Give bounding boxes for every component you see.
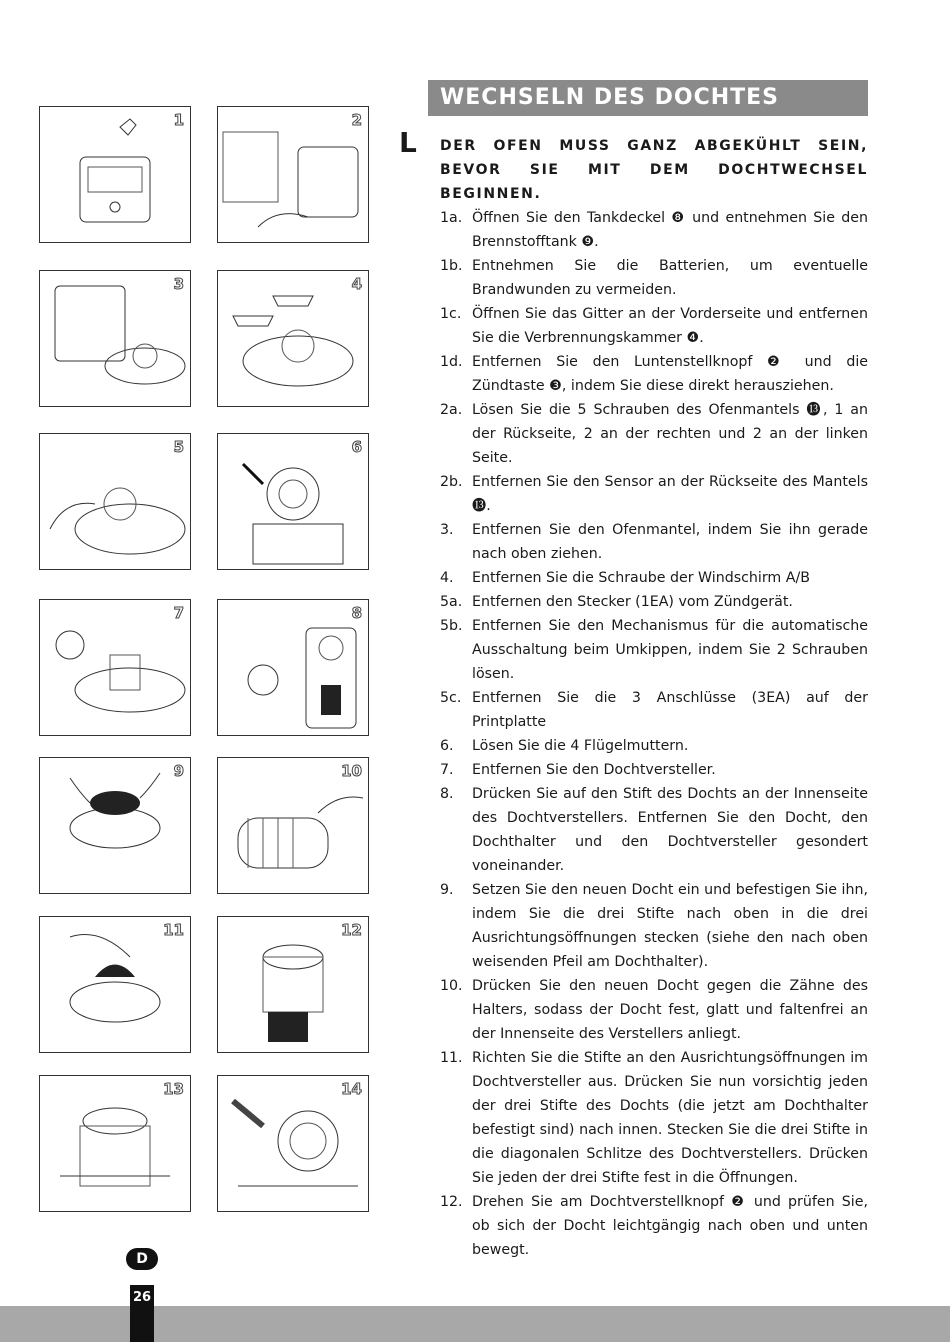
- figure-panel: [217, 757, 369, 894]
- step-text: Entfernen Sie den Mechanismus für die automatische Ausschaltung beim Umkippen, indem Sie 2 Schrauben lösen.: [472, 618, 868, 682]
- step-item: [440, 302, 868, 350]
- step-text: Lösen Sie die 5 Schrauben des Ofenmantels ⓭, 1 an der Rückseite, 2 an der rechten und 2 an der linken Seite.: [472, 402, 868, 466]
- figure-panel: [217, 1075, 369, 1212]
- step-number: 5c.: [440, 690, 462, 706]
- step-text: Lösen Sie die 4 Flügelmuttern.: [472, 738, 689, 754]
- step-item: [440, 470, 868, 518]
- figure-number: 7: [173, 604, 184, 622]
- step-item: [440, 734, 868, 758]
- step-number: 1d.: [440, 354, 463, 370]
- figure-number: 10: [341, 762, 362, 780]
- illustration: [40, 758, 191, 894]
- step-text: Drücken Sie auf den Stift des Dochts an der Innenseite des Dochtverstellers. Entfernen Sie den Docht, den Dochthalter und den Dochtversteller gesondert voneinander.: [472, 786, 868, 874]
- step-item: [440, 350, 868, 398]
- illustration: [218, 271, 369, 407]
- page-number: 26: [130, 1285, 154, 1342]
- step-number: 5b.: [440, 618, 463, 634]
- step-item: [440, 974, 868, 1046]
- step-item: [440, 254, 868, 302]
- figure-number: 2: [351, 111, 362, 129]
- language-marker: L: [399, 126, 417, 159]
- step-item: [440, 590, 868, 614]
- figure-panel: [217, 916, 369, 1053]
- illustration: [218, 600, 369, 736]
- step-text: Entfernen Sie die 3 Anschlüsse (3EA) auf der Printplatte: [472, 690, 868, 730]
- figure-number: 1: [173, 111, 184, 129]
- illustration: [218, 434, 369, 570]
- step-item: [440, 878, 868, 974]
- illustration: [40, 107, 191, 243]
- step-text: Entfernen Sie die Schraube der Windschirm A/B: [472, 570, 810, 586]
- figure-number: 8: [351, 604, 362, 622]
- step-text: Drücken Sie den neuen Docht gegen die Zähne des Halters, sodass der Docht fest, glatt und faltenfrei an der Innenseite des Verstellers anliegt.: [472, 978, 868, 1042]
- step-item: [440, 782, 868, 878]
- illustration: [218, 107, 369, 243]
- step-text: Entfernen Sie den Luntenstellknopf ❷ und die Zündtaste ❸, indem Sie diese direkt herausziehen.: [472, 354, 868, 394]
- illustration: [40, 271, 191, 407]
- step-number: 1a.: [440, 210, 463, 226]
- step-number: 12.: [440, 1194, 463, 1210]
- step-number: 11.: [440, 1050, 463, 1066]
- figure-number: 14: [341, 1080, 362, 1098]
- step-item: [440, 518, 868, 566]
- illustration: [40, 434, 191, 570]
- figure-panel: [39, 270, 191, 407]
- step-item: [440, 614, 868, 686]
- step-text: Öffnen Sie den Tankdeckel ❽ und entnehmen Sie den Brennstofftank ❾.: [472, 210, 868, 250]
- step-item: [440, 206, 868, 254]
- figure-number: 4: [351, 275, 362, 293]
- figure-panel: [217, 599, 369, 736]
- step-item: [440, 566, 868, 590]
- figure-number: 12: [341, 921, 362, 939]
- step-number: 1b.: [440, 258, 463, 274]
- figure-panel: [217, 433, 369, 570]
- step-number: 2a.: [440, 402, 463, 418]
- step-number: 2b.: [440, 474, 463, 490]
- step-number: 7.: [440, 762, 454, 778]
- step-item: [440, 758, 868, 782]
- figure-panel: [39, 916, 191, 1053]
- step-number: 1c.: [440, 306, 462, 322]
- step-item: [440, 398, 868, 470]
- step-number: 6.: [440, 738, 454, 754]
- figure-number: 6: [351, 438, 362, 456]
- step-text: Richten Sie die Stifte an den Ausrichtungsöffnungen im Dochtversteller aus. Drücken Sie nun vorsichtig jeden der drei Stifte des Dochts (die jetzt am Dochthalter befestigt sind) nach innen. Stecken Sie die drei Stifte in die diagonalen Schlitze des Dochtverstellers. Drücken Sie jeden der drei Stifte fest in die Öffnungen.: [472, 1050, 868, 1186]
- figure-number: 3: [173, 275, 184, 293]
- figure-panel: [217, 270, 369, 407]
- figure-number: 13: [163, 1080, 184, 1098]
- step-text: Entfernen Sie den Sensor an der Rückseite des Mantels ⓭.: [472, 474, 868, 514]
- figure-number: 9: [173, 762, 184, 780]
- step-number: 10.: [440, 978, 463, 994]
- figure-panel: [39, 599, 191, 736]
- step-text: Setzen Sie den neuen Docht ein und befestigen Sie ihn, indem Sie die drei Stifte nach oben in die drei Ausrichtungsöffnungen stecken (siehe den nach oben weisenden Pfeil am Dochthalter).: [472, 882, 868, 970]
- step-text: Entfernen den Stecker (1EA) vom Zündgerät.: [472, 594, 793, 610]
- step-number: 4.: [440, 570, 454, 586]
- step-number: 3.: [440, 522, 454, 538]
- step-text: Drehen Sie am Dochtverstellknopf ❷ und prüfen Sie, ob sich der Docht leichtgängig nach oben und unten bewegt.: [472, 1194, 868, 1258]
- figure-number: 5: [173, 438, 184, 456]
- step-text: Entfernen Sie den Ofenmantel, indem Sie ihn gerade nach oben ziehen.: [472, 522, 868, 562]
- step-item: [440, 1190, 868, 1262]
- step-item: [440, 686, 868, 734]
- step-number: 5a.: [440, 594, 463, 610]
- step-text: Entnehmen Sie die Batterien, um eventuelle Brandwunden zu vermeiden.: [472, 258, 868, 298]
- figure-panel: [39, 433, 191, 570]
- warning-text: DER OFEN MUSS GANZ ABGEKÜHLT SEIN, BEVOR SIE MIT DEM DOCHTWECHSEL BEGINNEN.: [440, 138, 868, 202]
- language-badge: D: [126, 1248, 158, 1270]
- step-item: [440, 1046, 868, 1190]
- figure-panel: [39, 757, 191, 894]
- instruction-list: [440, 206, 868, 1262]
- step-text: Entfernen Sie den Dochtversteller.: [472, 762, 716, 778]
- illustration: [40, 600, 191, 736]
- figure-panel: [39, 1075, 191, 1212]
- figure-number: 11: [163, 921, 184, 939]
- figure-panel: [217, 106, 369, 243]
- section-title: WECHSELN DES DOCHTES: [428, 80, 868, 116]
- step-number: 9.: [440, 882, 454, 898]
- figure-panel: [39, 106, 191, 243]
- step-text: Öffnen Sie das Gitter an der Vorderseite und entfernen Sie die Verbrennungskammer ❹.: [472, 306, 868, 346]
- step-number: 8.: [440, 786, 454, 802]
